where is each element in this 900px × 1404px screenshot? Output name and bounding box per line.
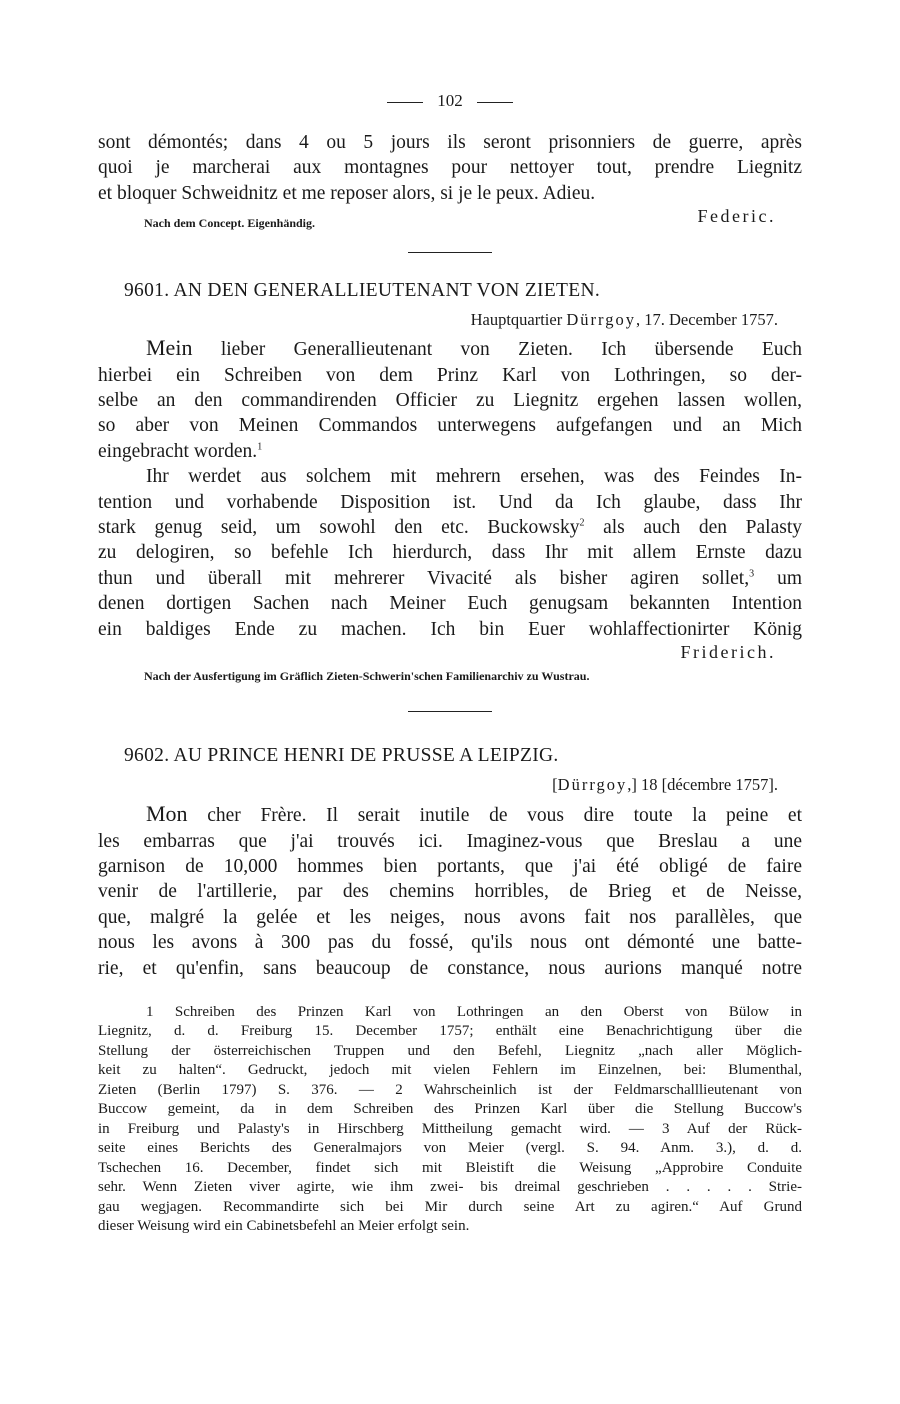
text-line: rie, et qu'enfin, sans beaucoup de constance, nous aurions manqué notre <box>98 957 802 979</box>
initial-word: Mein <box>146 335 193 361</box>
page-header <box>98 86 802 116</box>
footnote-ref: 3 <box>749 568 755 580</box>
text-run: stark genug seid, um sowohl den etc. Buckowsky <box>98 517 580 539</box>
text-line: so aber von Meinen Commandos unterwegens aufgefangen und an Mich <box>98 415 802 437</box>
footnote-line: in Freiburg und Palasty's in Hirschberg Mittheilung gemacht wird. — 3 Auf der Rück- <box>98 1120 802 1137</box>
text-line: et bloquer Schweidnitz et me reposer alors, si je le peux. Adieu. <box>98 182 596 204</box>
text-line <box>98 801 802 828</box>
dateline <box>98 307 802 333</box>
letter-heading: 9602. AU PRINCE HENRI DE PRUSSE A LEIPZIG. <box>124 745 559 767</box>
letter-signature-row <box>98 642 802 667</box>
continuation-text <box>98 130 802 206</box>
text-line: selbe an den commandirenden Officier zu Liegnitz ergehen lassen wollen, <box>98 390 802 412</box>
header-dash-left <box>387 102 423 103</box>
text-run: thun und überall mit mehrerer Vivacité als bisher agiren sollet, <box>98 567 750 589</box>
text-line <box>98 439 802 464</box>
letter-body <box>98 335 802 642</box>
footnote-line: Buccow gemeint, da in dem Schreiben des Prinzen Karl über die Stellung Buccow's <box>98 1101 802 1118</box>
text-line: sont démontés; dans 4 ou 5 jours ils seront prisonniers de guerre, après <box>98 132 802 153</box>
footnote-line: Stellung der österreichischen Truppen und den Befehl, Liegnitz „nach aller Möglich- <box>98 1042 802 1059</box>
footnote-line: Zieten (Berlin 1797) S. 376. — 2 Wahrscheinlich ist der Feldmarschalllieutenant von <box>98 1081 802 1098</box>
footnote-line: sehr. Wenn Zieten viver agirte, wie ihm zwei- bis dreimal geschrieben . . . . . Strie- <box>98 1179 802 1196</box>
text-run: um <box>754 567 802 589</box>
footnote-ref: 2 <box>579 517 585 529</box>
continuation-footer <box>98 206 802 234</box>
text-run: lieber Generallieutenant von Zieten. Ich übersende Euch <box>192 339 802 361</box>
footnote-line: gau wegjagen. Recommandirte sich bei Mir durch seine Art zu agiren.“ Auf Grund <box>98 1198 802 1215</box>
text-line: tention und vorhabende Disposition ist. Und da Ich glaube, dass Ihr <box>98 491 802 513</box>
footnote-line: seite eines Berichts des Generalmajors von Meier (vergl. S. 94. Anm. 3.), d. d. <box>98 1140 802 1157</box>
dateline-place: Dürrgoy <box>557 775 628 795</box>
letter-body <box>98 801 802 981</box>
text-line: les embarras que j'ai trouvés ici. Imaginez-vous que Breslau a une <box>98 830 802 852</box>
footnote-line: dieser Weisung wird ein Cabinetsbefehl an Meier erfolgt sein. <box>98 1218 470 1235</box>
text-line: Ihr werdet aus solchem mit mehrern ersehen, was des Feindes In- <box>146 466 802 488</box>
footnotes <box>98 1003 802 1237</box>
text-line: que, malgré la gelée et les neiges, nous avons fait nos parallèles, que <box>98 906 802 928</box>
text-line <box>98 335 802 362</box>
text-run: cher Frère. Il serait inutile de vous dire toute la peine et <box>187 805 802 827</box>
dateline <box>98 772 802 798</box>
footnote-line: Liegnitz, d. d. Freiburg 15. December 1757; enthält eine Benachrichtigung über die <box>98 1023 802 1040</box>
page-number: 102 <box>437 91 463 110</box>
text-run: als auch den Palasty <box>584 517 802 539</box>
text-run: eingebracht worden. <box>98 440 258 462</box>
section-divider <box>408 711 492 712</box>
footnote-line: Tschechen 16. December, findet sich mit Bleistift die Weisung „Approbire Conduite <box>98 1159 802 1176</box>
header-dash-right <box>477 102 513 103</box>
dateline-date: ,] 18 [décembre 1757]. <box>627 775 778 795</box>
dateline-prefix: Hauptquartier <box>470 310 567 330</box>
text-line: quoi je marcherai aux montagnes pour nettoyer tout, prendre Liegnitz <box>98 157 802 179</box>
book-page <box>98 86 802 1237</box>
section-divider <box>408 252 492 253</box>
letter-heading: 9601. AN DEN GENERALLIEUTENANT VON ZIETEN. <box>124 280 601 302</box>
text-line: garnison de 10,000 hommes bien portants, que j'ai été obligé de faire <box>98 855 802 877</box>
signature: Federic. <box>697 206 776 227</box>
footnote-line: keit zu halten“. Gedruckt, jedoch mit vielen Fehlern im Einzelnen, bei: Blumenthal, <box>98 1062 802 1079</box>
text-line: ein baldiges Ende zu machen. Ich bin Euer wohlaffectionirter König <box>98 618 802 640</box>
dateline-prefix: [ <box>552 775 558 795</box>
text-line <box>98 566 802 591</box>
text-line: denen dortigen Sachen nach Meiner Euch genugsam bekannten Intention <box>98 593 802 615</box>
footnote-line: 1 Schreiben des Prinzen Karl von Lothringen an den Oberst von Bülow in <box>146 1003 802 1020</box>
footnote-ref: 1 <box>257 441 263 453</box>
source-note: Nach der Ausfertigung im Gräflich Zieten-Schwerin'schen Familienarchiv zu Wustrau. <box>144 669 590 684</box>
text-line: venir de l'artillerie, par des chemins horribles, de Brieg et de Neisse, <box>98 881 802 903</box>
dateline-place: Dürrgoy <box>566 310 636 330</box>
source-note: Nach dem Concept. Eigenhändig. <box>144 216 316 231</box>
text-line: zu delogiren, so befehle Ich hierdurch, dass Ihr mit allem Ernste dazu <box>98 542 802 564</box>
dateline-date: , 17. December 1757. <box>635 310 778 330</box>
text-line: nous les avons à 300 pas du fossé, qu'ils nous ont démonté une batte- <box>98 932 802 954</box>
initial-word: Mon <box>146 801 188 827</box>
text-line: hierbei ein Schreiben von dem Prinz Karl von Lothringen, so der- <box>98 364 802 386</box>
signature: Friderich. <box>680 642 776 663</box>
text-line <box>98 515 802 540</box>
